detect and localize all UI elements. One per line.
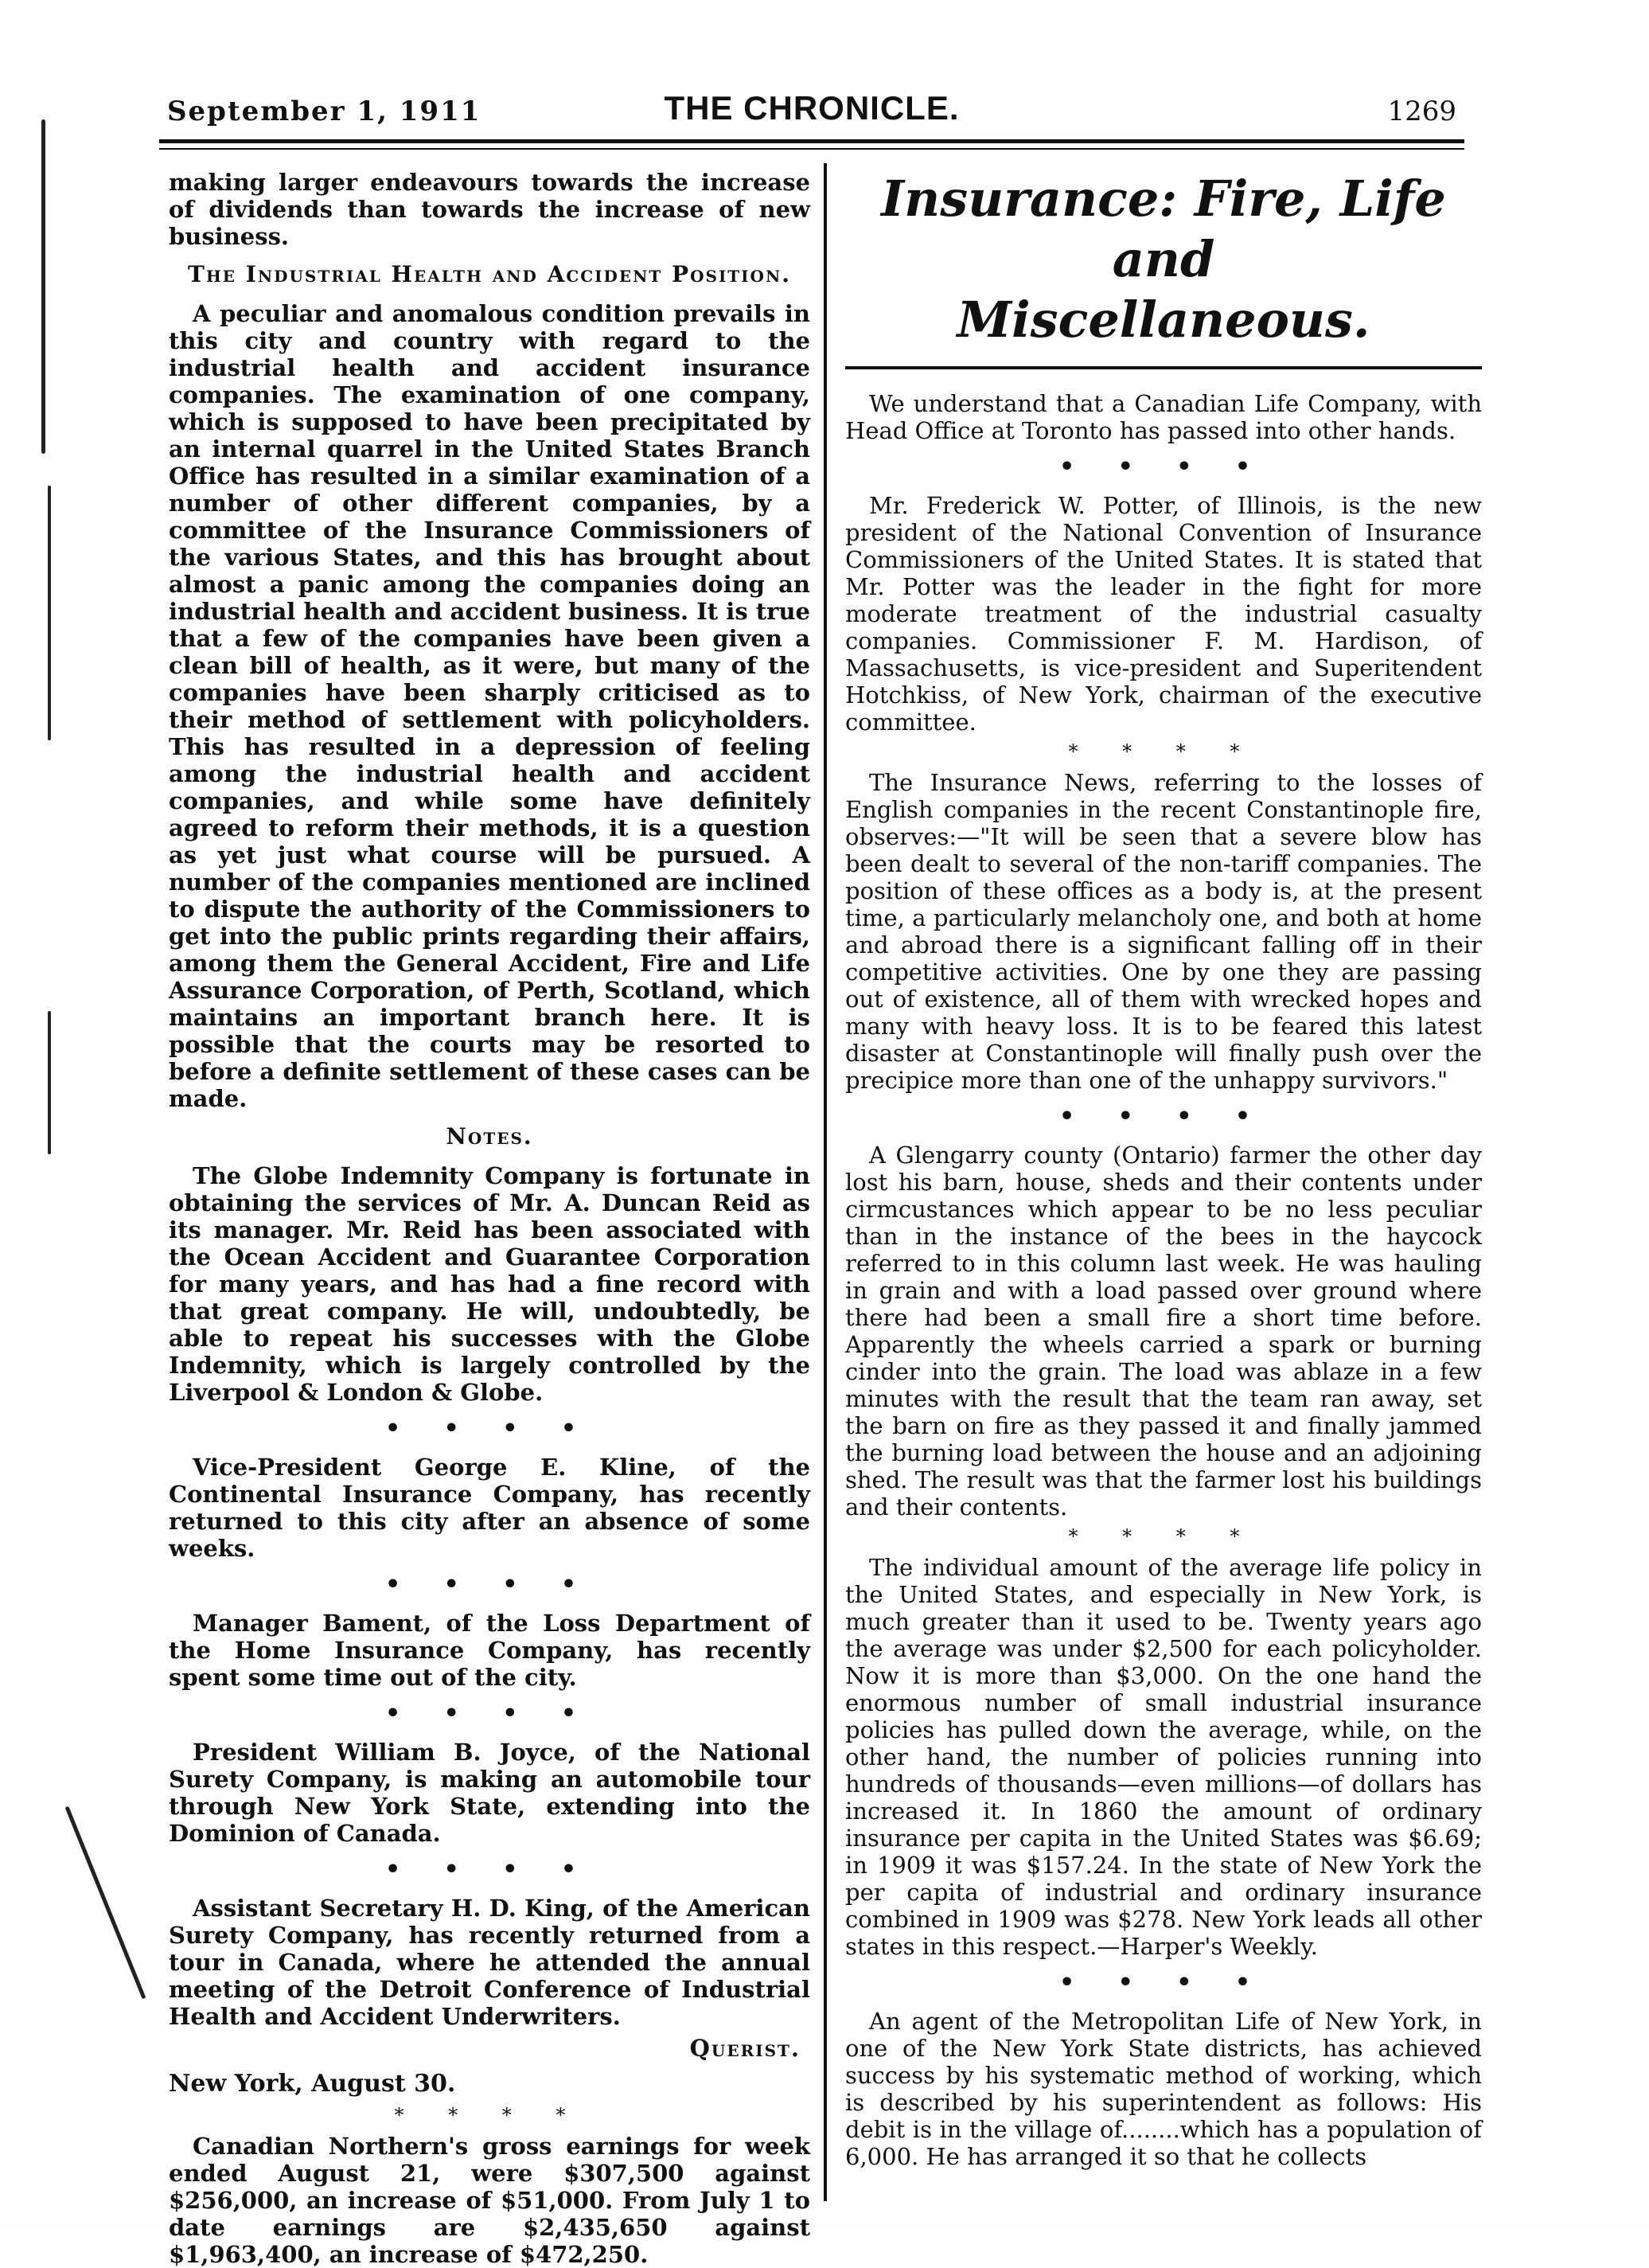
margin-mark — [48, 486, 51, 740]
note-paragraph: The Globe Indemnity Company is fortunate in obtaining the services of Mr. A. Duncan Reid as its manager. Mr. Reid has been associated with the Ocean Accident and Guarantee Corporation for many years, and has had a fine record with that great company. He will, undoubtedly, be able to repeat his successes with the Globe Indemnity, which is largely controlled by the Liverpool & London & Globe. — [169, 1162, 810, 1406]
separator-dots: • • • • — [384, 1571, 594, 1599]
header-rule-thin — [159, 148, 1464, 150]
margin-mark — [64, 1806, 146, 2000]
closing-paragraph: Canadian Northern's gross earnings for week ended August 21, were $307,500 against $256,000, an increase of $51,000. From July 1 to date earnings are $2,435,650 against $1,963,400, an increase of $472,250. — [169, 2133, 810, 2268]
section-body: A peculiar and anomalous condition prevails in this city and country with regard to the industrial health and accident insurance companies. The examination of one company, which is supposed to have been precipitated by an internal quarrel in the United States Branch Office has resulted in a similar examination of a number of other different companies, by a committee of the Insurance Commissioners of the various States, and this has brought about almost a panic among the companies doing an industrial health and accident business. It is true that a few of the companies have been given a clean bill of health, as it were, but many of the companies have been sharply criticised as to their method of settlement with policyholders. This has resulted in a depression of feeling among the industrial health and accident companies, and while some have definitely agreed to reform their methods, it is a question as yet just what course will be pursued. A number of the companies mentioned are inclined to dispute the authority of the Commissioners to get into the public prints regarding their affairs, among them the General Accident, Fire and Life Assurance Corporation, of Perth, Scotland, which maintains an important branch here. It is possible that the courts may be resorted to before a definite settlement of these cases can be made. — [169, 300, 810, 1112]
margin-mark — [48, 1011, 51, 1154]
separator-dots: • • • • — [384, 1700, 594, 1727]
header-rule — [159, 139, 1464, 143]
separator-dots: • • • • — [1058, 1969, 1269, 1997]
margin-mark — [41, 119, 45, 454]
newspaper-title: THE CHRONICLE. — [664, 89, 960, 127]
news-item: A Glengarry county (Ontario) farmer the other day lost his barn, house, sheds and their contents under cirmcustances which appear to be no less peculiar than in the instance of the bees in the haycock referred to in this column last week. He was hauling in grain and with a load passed over ground where there had been a small fire a short time before. Apparently the wheels carried a spark or burning cinder into the grain. The load was ablaze in a few minutes with the result that the team ran away, set the barn on fire as they passed it and finally jammed the burning load between the house and an adjoining shed. The result was that the farmer lost his buildings and their contents. — [845, 1142, 1482, 1520]
news-item: An agent of the Metropolitan Life of New York, in one of the New York State districts, has achieved success by his systematic method of working, which is described by his superintendent as follows: His debit is in the village of........which has a population of 6,000. He has arranged it so that he collects — [845, 2008, 1482, 2170]
separator-stars: * * * * — [1068, 740, 1259, 763]
left-column — [169, 169, 810, 2268]
note-paragraph: Manager Bament, of the Loss Department of the Home Insurance Company, has recently spent some time out of the city. — [169, 1610, 810, 1691]
intro-paragraph: making larger endeavours towards the increase of dividends than towards the increase of new business. — [169, 169, 810, 250]
separator-dots: • • • • — [384, 1415, 594, 1442]
note-paragraph: President William B. Joyce, of the National Surety Company, is making an automobile tour through New York State, extending into the Dominion of Canada. — [169, 1739, 810, 1847]
section-title-line-2: Miscellaneous. — [957, 291, 1370, 349]
section-title — [845, 169, 1482, 350]
column-divider — [824, 163, 827, 2201]
note-paragraph: Assistant Secretary H. D. King, of the American Surety Company, has recently returned from a tour in Canada, where he attended the annual meeting of the Detroit Conference of Industrial Health and Accident Underwriters. — [169, 1895, 810, 2030]
news-item: The individual amount of the average life policy in the United States, and especially in New York, is much greater than it used to be. Twenty years ago the average was under $2,500 for each policyholder. Now it is more than $3,000. On the one hand the enormous number of small industrial insurance policies has pulled down the average, while, on the other hand, the number of policies running into hundreds of thousands—even millions—of dollars has increased it. In 1860 the amount of ordinary insurance per capita in the United States was $6.69; in 1909 it was $157.24. In the state of New York the per capita of industrial and ordinary insurance combined in 1909 was $278. New York leads all other states in this respect.—Harper's Weekly. — [845, 1554, 1482, 1960]
news-item: We understand that a Canadian Life Company, with Head Office at Toronto has passed into other hands. — [845, 390, 1482, 444]
separator-dots: • • • • — [1058, 1103, 1269, 1130]
section-title-line-1: Insurance: Fire, Life and — [881, 170, 1446, 288]
dateline: New York, August 30. — [169, 2070, 456, 2098]
news-item: The Insurance News, referring to the losses of English companies in the recent Constantinople fire, observes:—"It will be seen that a severe blow has been dealt to several of the non-tariff companies. The position of these offices as a body is, at the present time, a particularly melancholy one, and both at home and abroad there is a significant falling off in their competitive activities. One by one they are passing out of existence, all of them with wrecked hopes and many with heavy loss. It is to be feared this latest disaster at Constantinople will finally push over the precipice more than one of the unhappy survivors." — [845, 769, 1482, 1094]
notes-heading: Notes. — [446, 1123, 533, 1150]
page-number: 1269 — [1387, 96, 1456, 127]
separator-stars: * * * * — [394, 2104, 585, 2126]
separator-dots: • • • • — [1058, 453, 1269, 481]
separator-stars: * * * * — [1068, 1525, 1259, 1548]
section-heading: The Industrial Health and Accident Position. — [188, 261, 791, 287]
news-item: Mr. Frederick W. Potter, of Illinois, is the new president of the National Convention of Insurance Commissioners of the United States. It is stated that Mr. Potter was the leader in the fight for more moderate treatment of the industrial casualty companies. Commissioner F. M. Hardison, of Massachusetts, is vice-president and Superitendent Hotchkiss, of New York, chairman of the executive committee. — [845, 492, 1482, 736]
right-column — [845, 169, 1482, 2170]
title-rule — [845, 366, 1482, 369]
page-header — [167, 89, 1456, 137]
separator-dots: • • • • — [384, 1856, 594, 1883]
signature: Querist. — [689, 2035, 801, 2062]
header-date: September 1, 1911 — [167, 96, 481, 127]
note-paragraph: Vice-President George E. Kline, of the Continental Insurance Company, has recently returned to this city after an absence of some weeks. — [169, 1454, 810, 1562]
